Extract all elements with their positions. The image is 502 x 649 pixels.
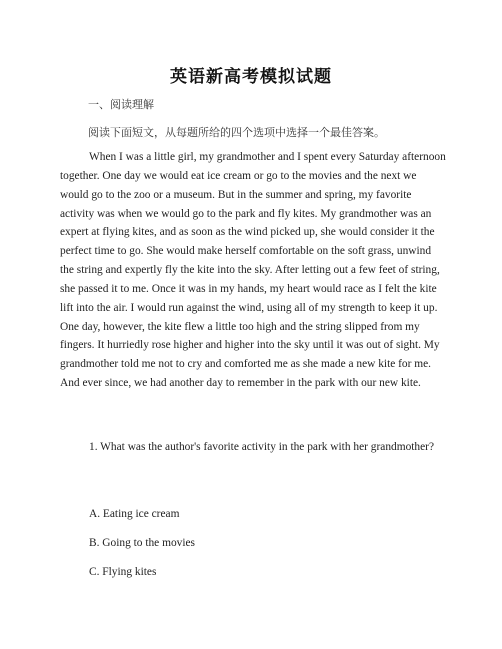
section-heading: 一、阅读理解 [88, 98, 154, 111]
answer-option-c: C. Flying kites [89, 566, 157, 578]
page-title: 英语新高考模拟试题 [170, 67, 332, 87]
question-stem: 1. What was the author's favorite activity in the park with her grandmother? [89, 441, 435, 453]
answer-option-a: A. Eating ice cream [89, 508, 180, 520]
instruction-text: 阅读下面短文，从每题所给的四个选项中选择一个最佳答案。 [88, 126, 385, 139]
reading-passage: When I was a little girl, my grandmother and I spent every Saturday afternoon together. One day we would eat ice cream or go to the movies and the next we would go to the zoo or a museum. But in the summer and spring, my favorite activity was when we would go to the park and fly kites. My grandmother was an expert at flying kites, and as soon as the wind picked up, she would consider it the perfect time to go. She would make herself comfortable on the soft grass, unwind the string and expertly fly the kite into the sky. After letting out a few feet of string, she passed it to me. Once it was in my hands, my heart would race as I felt the kite lift into the air. I would run against the wind, using all of my strength to keep it up. One day, however, the kite flew a little too high and the string slipped from my fingers. It hurriedly rose higher and higher into the sky until it was out of sight. My grandmother told me not to cry and comforted me as she made a new kite for me. And ever since, we had another day to remember in the park with our new kite. [60, 151, 446, 390]
answer-option-b: B. Going to the movies [89, 537, 195, 549]
